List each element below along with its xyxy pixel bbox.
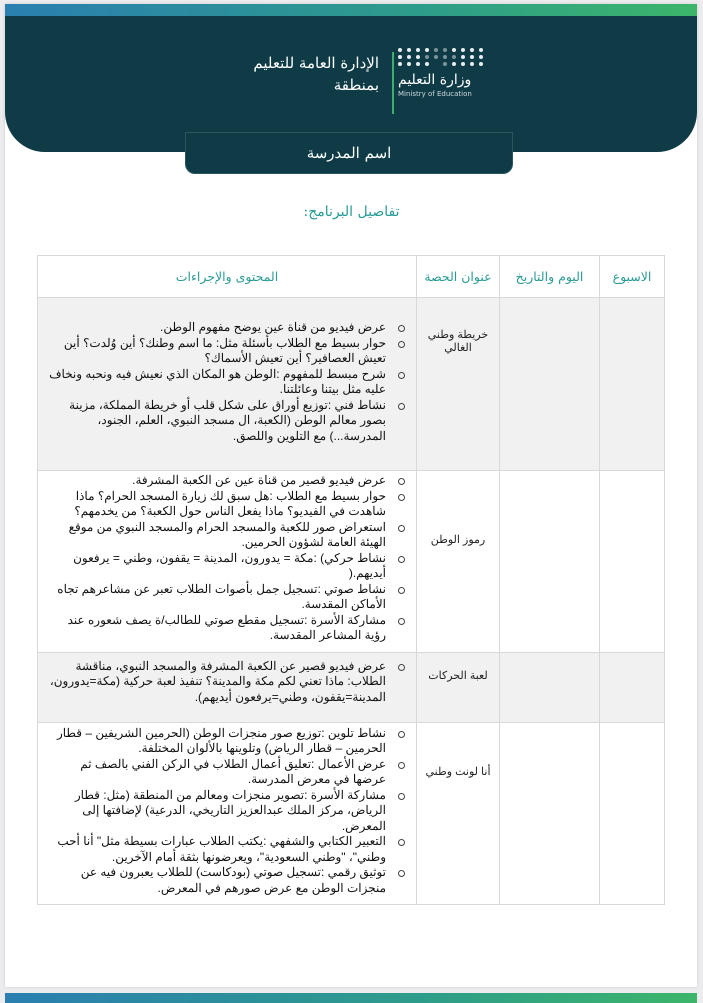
date-cell (500, 298, 600, 471)
lesson-cell: خريطة وطني الغالي (417, 298, 500, 471)
table-row (38, 471, 665, 653)
list-item: نشاط فني :توزيع أوراق على شكل قلب أو خريطة المملكة، مزينة بصور معالم الوطن (الكعبة، ال مسجد النبوي، العلم، الجنود، المدرسة...) مع التلوين واللصق. (44, 398, 408, 445)
lesson-cell: أنا لونت وطني (417, 722, 500, 905)
list-item: عرض الأعمال :تعليق أعمال الطلاب في الركن الفني بالصف ثم عرضها في معرض المدرسة. (44, 757, 408, 788)
list-item: حوار بسيط مع الطلاب :هل سبق لك زيارة المسجد الحرام؟ ماذا شاهدت في الفيديو؟ ماذا يفعل الناس حول الكعبة؟ من يخدمهم؟ (44, 489, 408, 520)
header-date: اليوم والتاريخ (500, 256, 600, 298)
list-item: حوار بسيط مع الطلاب بأسئلة مثل: ما اسم وطنك؟ أين وُلدت؟ أين تعيش العصافير؟ أين تعيش الأسماك؟ (44, 336, 408, 367)
header-week: الاسبوع (600, 256, 665, 298)
list-item: التعبير الكتابي والشفهي :يكتب الطلاب عبارات بسيطة مثل" أنا أحب وطني"، "وطني السعودية"، ويعرضونها بثقة أمام الآخرين. (44, 834, 408, 865)
admin-line-2: بمنطقة (333, 76, 379, 94)
table-row (38, 722, 665, 905)
date-cell (500, 652, 600, 722)
administration-name (253, 52, 379, 96)
week-cell (600, 471, 665, 653)
logo-divider (392, 52, 394, 114)
week-cell (600, 298, 665, 471)
content-cell (38, 298, 417, 471)
list-item: نشاط تلوين :توزيع صور منجزات الوطن (الحرمين الشريفين – قطار الحرمين – قطار الرياض) وتلوينها بالألوان المختلفة. (44, 726, 408, 757)
week-cell (600, 722, 665, 905)
list-item: نشاط حركي) :مكة = يدورون، المدينة = يقفون، وطني = يرفعون أيديهم.( (44, 551, 408, 582)
school-name: اسم المدرسة (306, 144, 392, 162)
header-content: المحتوى والإجراءات (38, 256, 417, 298)
list-item: توثيق رقمي :تسجيل صوتي (بودكاست) للطلاب يعبرون فيه عن منجزات الوطن مع عرض صورهم في المعرض. (44, 865, 408, 896)
date-cell (500, 722, 600, 905)
list-item: مشاركة الأسرة :تصوير منجزات ومعالم من المنطقة (مثل: قطار الرياض، مركز الملك عبدالعزيز التاريخي، الدرعية) لإضافتها إلى المعرض. (44, 788, 408, 835)
school-name-box (185, 132, 513, 174)
header-lesson: عنوان الحصة (417, 256, 500, 298)
list-item: عرض فيديو قصير عن الكعبة المشرفة والمسجد النبوي، مناقشة الطلاب: ماذا تعني لكم مكة والمدينة؟ تنفيذ لعبة حركية (مكة=يدورون، المدينة=يقفون، وطني=يرفعون أيديهم). (44, 659, 408, 706)
list-item: عرض فيديو من قناة عين يوضح مفهوم الوطن. (44, 320, 408, 336)
ministry-logo (398, 48, 493, 113)
table-row (38, 652, 665, 722)
logo-arabic-text: وزارة التعليم (398, 72, 472, 88)
list-item: استعراض صور للكعبة والمسجد الحرام والمسجد النبوي من موقع الهيئة العامة لشؤون الحرمين. (44, 520, 408, 551)
table-header-row (38, 256, 665, 298)
content-cell (38, 722, 417, 905)
program-table (37, 255, 665, 905)
content-cell (38, 652, 417, 722)
table-row (38, 298, 665, 471)
week-cell (600, 652, 665, 722)
lesson-cell: رموز الوطن (417, 471, 500, 653)
list-item: شرح مبسط للمفهوم :الوطن هو المكان الذي نعيش فيه ونحبه ونخاف عليه مثل بيتنا وعائلتنا. (44, 367, 408, 398)
date-cell (500, 471, 600, 653)
admin-line-1: الإدارة العامة للتعليم (253, 54, 379, 72)
list-item: نشاط صوتي :تسجيل جمل بأصوات الطلاب تعبر عن مشاعرهم تجاه الأماكن المقدسة. (44, 582, 408, 613)
program-details-title: تفاصيل البرنامج: (303, 204, 400, 220)
logo-english-text: Ministry of Education (398, 90, 472, 98)
logo-dots-icon (398, 48, 493, 66)
content-cell (38, 471, 417, 653)
list-item: عرض فيديو قصير من قناة عين عن الكعبة المشرفة. (44, 473, 408, 489)
bottom-gradient-bar (5, 993, 697, 1003)
list-item: مشاركة الأسرة :تسجيل مقطع صوتي للطالب/ة يصف شعوره عند رؤية المشاعر المقدسة. (44, 613, 408, 644)
lesson-cell: لعبة الحركات (417, 652, 500, 722)
